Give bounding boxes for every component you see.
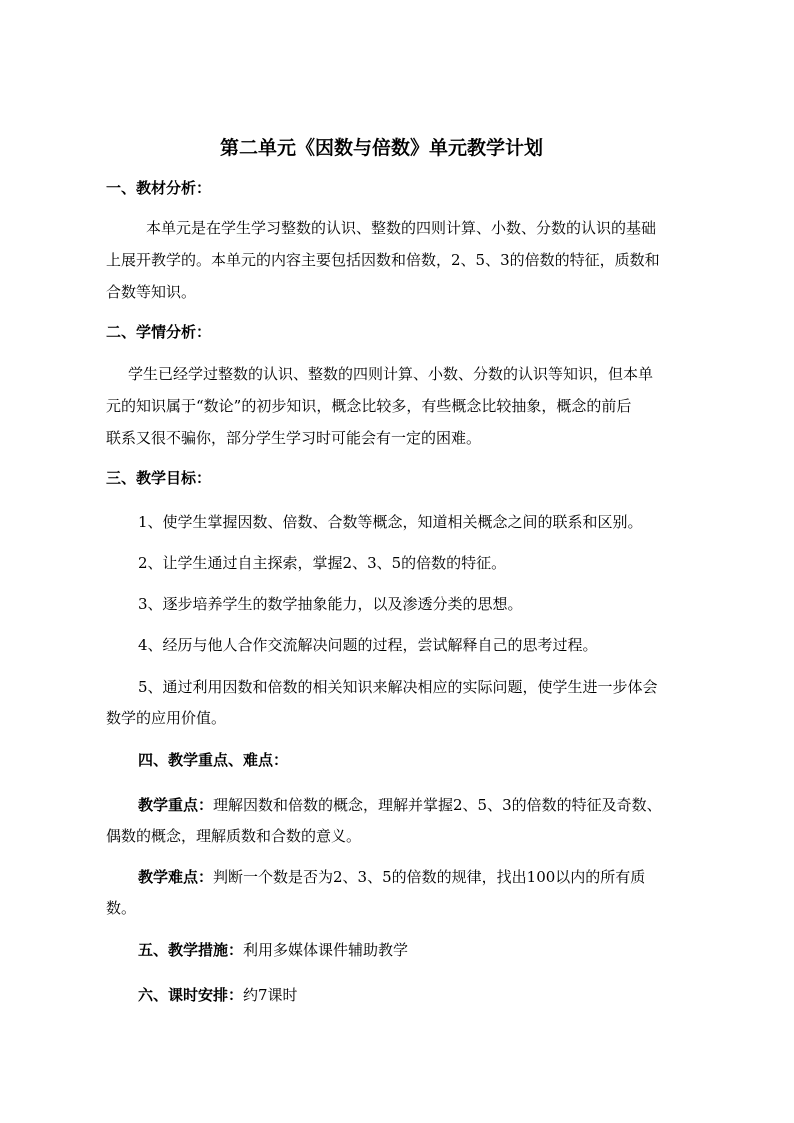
measures-label: 五、教学措施：: [138, 941, 244, 959]
schedule-text: 约7课时: [243, 986, 298, 1004]
paragraph-line: 元的知识属于“数论”的初步知识，概念比较多，有些概念比较抽象，概念的前后: [106, 397, 632, 415]
section-heading-goals: 三、教学目标：: [106, 469, 212, 487]
difficulty-line: [138, 867, 645, 887]
paragraph-line: 本单元是在学生学习整数的认识、整数的四则计算、小数、分数的认识的基础: [146, 219, 657, 237]
page-title: 第二单元《因数与倍数》单元教学计划: [220, 137, 544, 159]
goal-item-3: 3、逐步培养学生的数学抽象能力，以及渗透分类的思想。: [138, 595, 523, 613]
focus-line: [138, 795, 662, 815]
goal-item-5-continued: 数学的应用价值。: [106, 709, 227, 727]
goal-item-5: 5、通过利用因数和倍数的相关知识来解决相应的实际问题，使学生进一步体会: [138, 678, 658, 696]
paragraph-line: 上展开教学的。本单元的内容主要包括因数和倍数，2、5、3的倍数的特征，质数和: [106, 251, 660, 269]
difficulty-text-continued: 数。: [106, 899, 137, 917]
difficulty-label: 教学难点：: [138, 868, 214, 886]
section-heading-textbook: 一、教材分析：: [106, 179, 212, 197]
focus-text-continued: 偶数的概念，理解质数和合数的意义。: [106, 827, 362, 845]
focus-label: 教学重点：: [138, 796, 214, 814]
measures-line: [138, 940, 408, 960]
schedule-line: [138, 985, 298, 1005]
focus-text: 理解因数和倍数的概念，理解并掌握2、5、3的倍数的特征及奇数、: [213, 796, 662, 814]
goal-item-1: 1、使学生掌握因数、倍数、合数等概念，知道相关概念之间的联系和区别。: [138, 513, 643, 531]
goal-item-2: 2、让学生通过自主探索，掌握2、3、5的倍数的特征。: [138, 554, 507, 572]
paragraph-line: 学生已经学过整数的认识、整数的四则计算、小数、分数的认识等知识，但本单: [128, 365, 654, 383]
paragraph-line: 联系又很不骗你，部分学生学习时可能会有一定的困难。: [106, 429, 482, 447]
section-heading-key-points: 四、教学重点、难点：: [138, 751, 289, 769]
schedule-label: 六、课时安排：: [138, 986, 244, 1004]
difficulty-text: 判断一个数是否为2、3、5的倍数的规律，找出100以内的所有质: [213, 868, 646, 886]
measures-text: 利用多媒体课件辅助教学: [243, 941, 409, 959]
section-heading-students: 二、学情分析：: [106, 323, 212, 341]
paragraph-line: 合数等知识。: [106, 283, 197, 301]
goal-item-4: 4、经历与他人合作交流解决问题的过程，尝试解释自己的思考过程。: [138, 636, 598, 654]
